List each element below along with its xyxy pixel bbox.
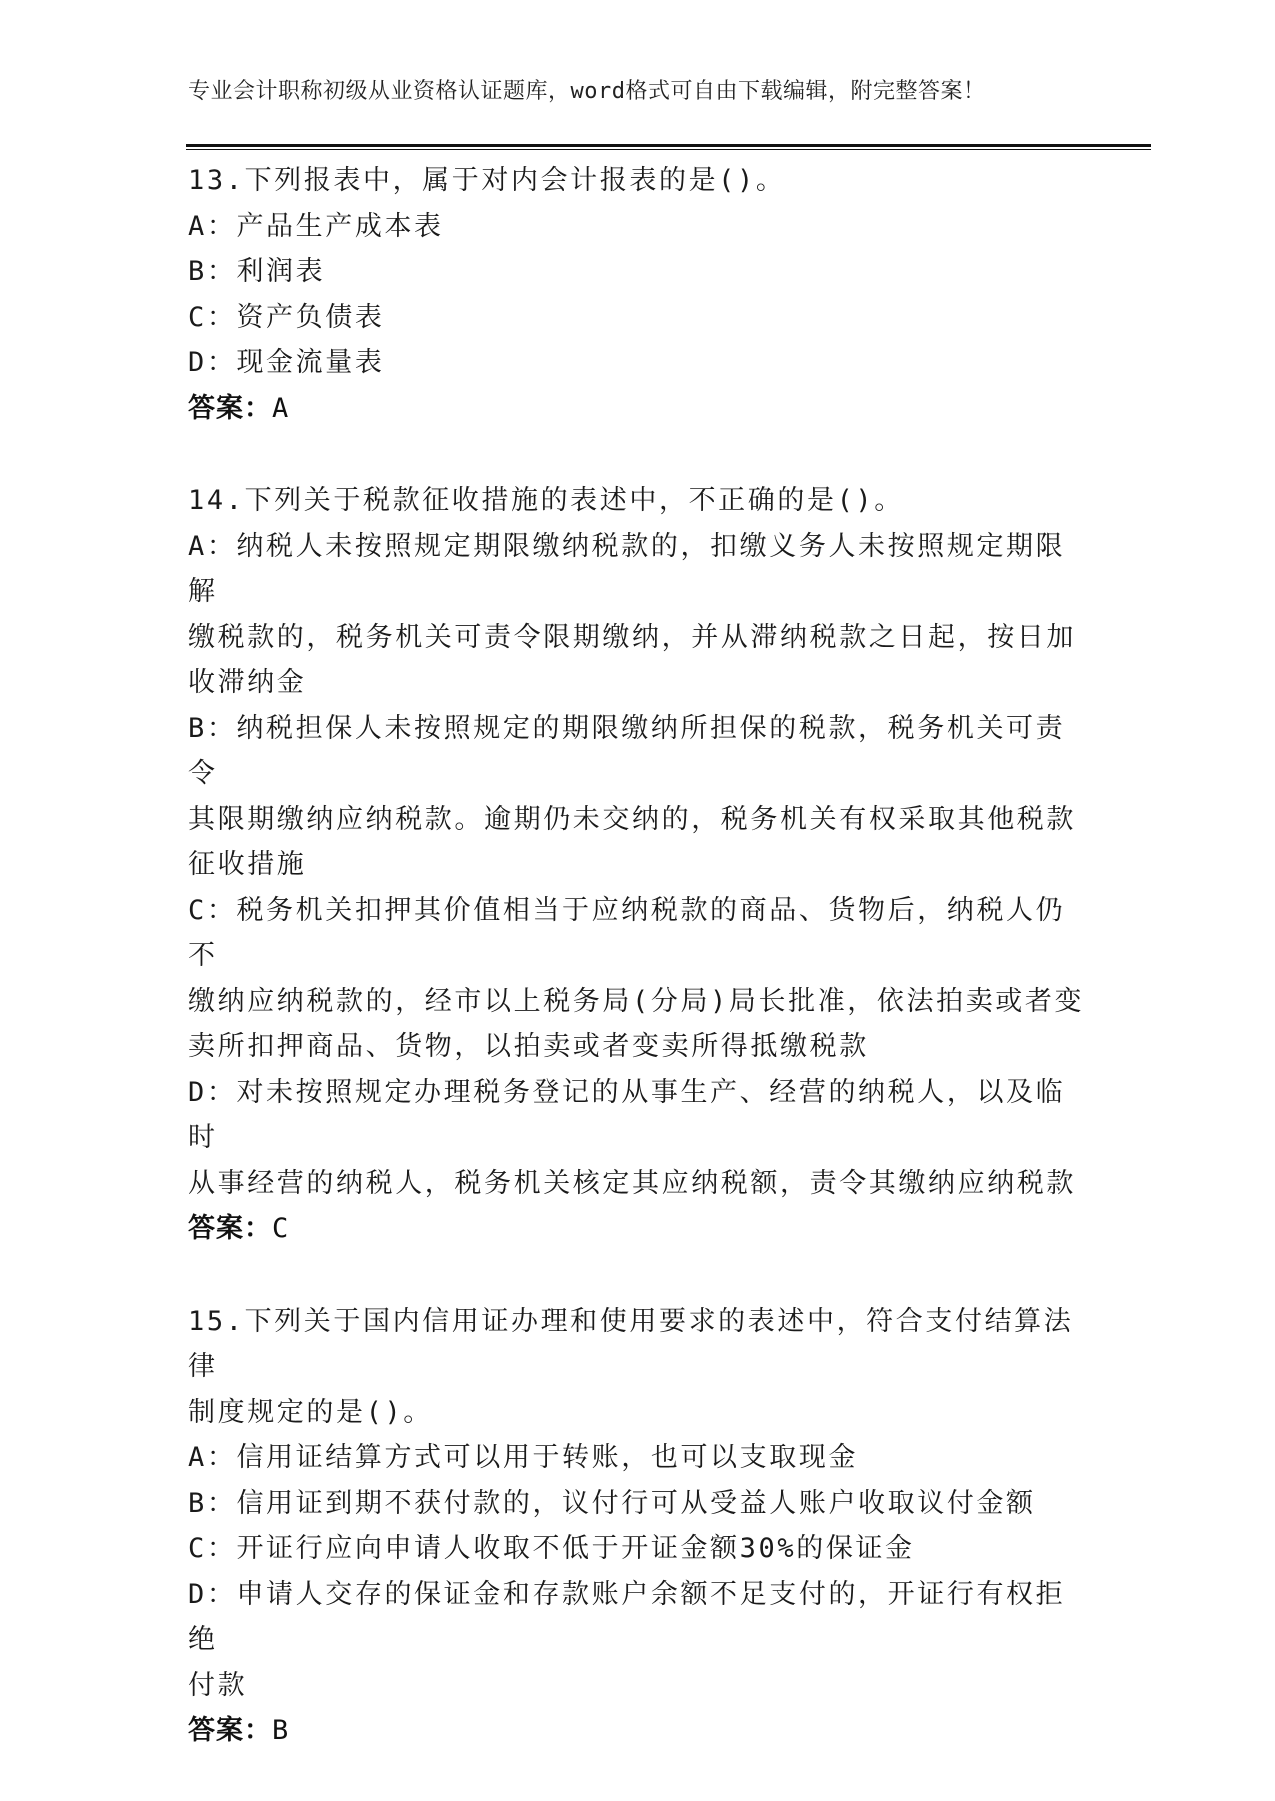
page-header: 专业会计职称初级从业资格认证题库，word格式可自由下载编辑，附完整答案！: [188, 79, 986, 104]
answer-label: 答案：: [188, 1213, 272, 1244]
option-c: C：开证行应向申请人收取不低于开证金额30%的保证金: [188, 1533, 915, 1564]
option-c: C：资产负债表: [188, 301, 385, 333]
answer-line: [188, 386, 1088, 432]
answer-value: C: [272, 1213, 289, 1244]
option-b-continued: 其限期缴纳应纳税款。逾期仍未交纳的，税务机关有权采取其他税款: [188, 803, 1076, 835]
option-c: C：税务机关扣押其价值相当于应纳税款的商品、货物后，纳税人仍不: [188, 894, 1066, 971]
option-a: A：信用证结算方式可以用于转账，也可以支取现金: [188, 1442, 859, 1473]
option-b: B：纳税担保人未按照规定的期限缴纳所担保的税款，税务机关可责令: [188, 712, 1066, 789]
option-d: D：现金流量表: [188, 347, 385, 378]
option-b-continued: 征收措施: [188, 849, 307, 880]
question-stem: 15.下列关于国内信用证办理和使用要求的表述中，符合支付结算法律: [188, 1305, 1074, 1382]
question-list: [188, 158, 1088, 1801]
answer-line: [188, 1708, 1088, 1754]
question-13: [188, 158, 1088, 431]
option-a-continued: 缴税款的，税务机关可责令限期缴纳，并从滞纳税款之日起，按日加: [188, 621, 1076, 653]
answer-label: 答案：: [188, 1715, 272, 1746]
question-15: [188, 1299, 1088, 1754]
answer-value: A: [272, 392, 289, 424]
option-a-continued: 收滞纳金: [188, 667, 307, 698]
question-14: [188, 478, 1088, 1252]
option-d: D：申请人交存的保证金和存款账户余额不足支付的，开证行有权拒绝: [188, 1578, 1066, 1655]
option-b: B：利润表: [188, 256, 326, 287]
question-stem: 14.下列关于税款征收措施的表述中，不正确的是()。: [188, 485, 904, 516]
header-rule-thick: [186, 144, 1151, 147]
option-a: A：产品生产成本表: [188, 210, 444, 242]
answer-value: B: [272, 1715, 289, 1746]
answer-label: 答案：: [188, 392, 272, 424]
header-rule-thin: [186, 149, 1151, 150]
question-stem: 13.下列报表中，属于对内会计报表的是()。: [188, 165, 786, 196]
answer-line: [188, 1206, 1088, 1252]
option-d-continued: 付款: [188, 1669, 248, 1701]
question-stem-continued: 制度规定的是()。: [188, 1396, 433, 1428]
option-c-continued: 缴纳应纳税款的，经市以上税务局(分局)局长批准，依法拍卖或者变: [188, 985, 1085, 1017]
option-c-continued: 卖所扣押商品、货物，以拍卖或者变卖所得抵缴税款: [188, 1031, 869, 1062]
option-d-continued: 从事经营的纳税人，税务机关核定其应纳税额，责令其缴纳应纳税款: [188, 1167, 1076, 1199]
option-a: A：纳税人未按照规定期限缴纳税款的，扣缴义务人未按照规定期限解: [188, 530, 1066, 607]
option-b: B：信用证到期不获付款的，议付行可从受益人账户收取议付金额: [188, 1487, 1036, 1519]
option-d: D：对未按照规定办理税务登记的从事生产、经营的纳税人，以及临时: [188, 1076, 1066, 1153]
